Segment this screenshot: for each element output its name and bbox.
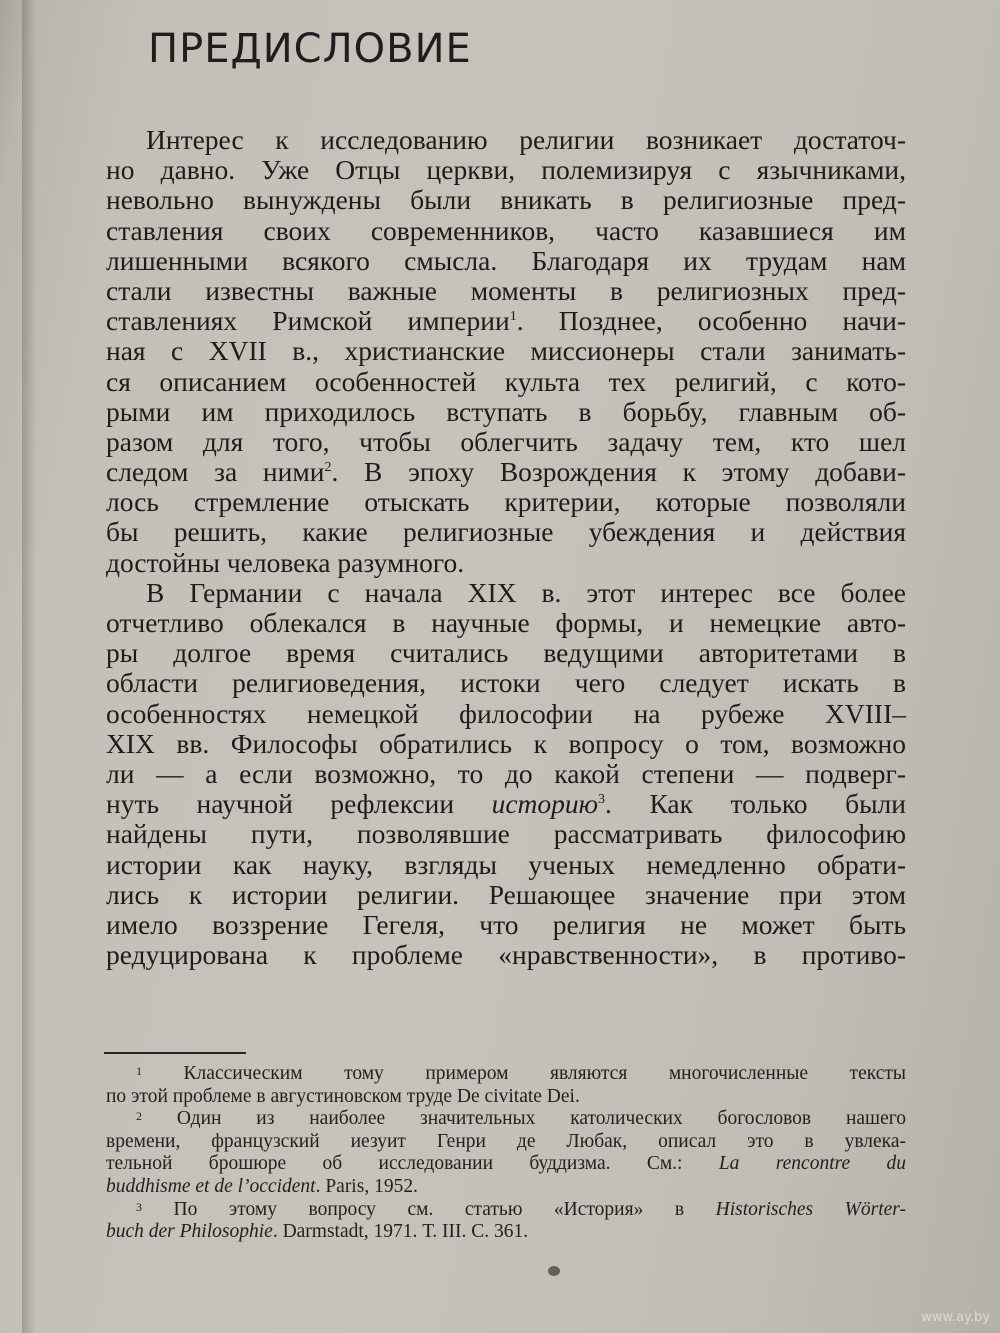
text-line: нуть научной рефлексии историю$^3$. Как только были — [106, 788, 906, 820]
text-line: но давно. Уже Отцы церкви, полемизируя с язычниками, — [106, 154, 906, 186]
watermark: www.ay.by — [921, 1310, 990, 1325]
footnote-line: $^2$ Один из наиболее значительных католических богословов нашего — [136, 1108, 906, 1130]
text-line: ры долгое время считались ведущими авторитетами в — [106, 637, 906, 669]
text-line: отчетливо облекался в научные формы, и немецкие авто- — [106, 607, 906, 638]
text-line: ставления своих современников, часто казавшиеся им — [106, 214, 906, 246]
text-line: редуцирована к проблеме «нравственности», в противо- — [106, 939, 906, 971]
footnote-line: $^1$ Классическим тому примером являются многочисленные тексты — [136, 1063, 907, 1084]
ink-smudge — [548, 1266, 560, 1276]
page-title: ПРЕДИСЛОВИЕ — [148, 26, 472, 72]
text-line: невольно вынуждены были вникать в религиозные пред- — [106, 184, 906, 216]
text-line: ся описанием особенностей культа тех религий, с кото- — [106, 365, 906, 397]
footnote-line: времени, французский иезуит Генри де Любак, описал это в увлека- — [106, 1130, 906, 1152]
text-line: ли — а если возможно, то до какой степени — подверг- — [106, 757, 906, 789]
text-line: лись к истории религии. Решающее значение при этом — [106, 878, 906, 910]
footnotes — [106, 1063, 906, 1244]
text-line: В Германии с начала XIX в. этот интерес все более — [146, 576, 906, 608]
text-line: XIX вв. Философы обратились к вопросу о том, возможно — [106, 727, 906, 759]
text-line: стали известны важные моменты в религиозных пред- — [106, 274, 906, 306]
page-crease-shadow — [22, 0, 36, 1333]
text-line: достойны человека разумного. — [106, 546, 465, 578]
footnote-line: $^3$ По этому вопросу см. статью «История» в Historisches Wörter- — [136, 1198, 906, 1220]
text-line: имело воззрение Гегеля, что религия не может быть — [106, 908, 906, 940]
text-line: истории как науку, взгляды ученых немедленно обрати- — [106, 848, 906, 880]
text-line: найдены пути, позволявшие рассматривать философию — [106, 818, 906, 850]
text-line: Интерес к исследованию религии возникает достаточ- — [146, 124, 906, 155]
text-line: бы решить, какие религиозные убеждения и действия — [106, 516, 906, 548]
text-line: разом для того, чтобы облегчить задачу тем, кто шел — [106, 425, 906, 457]
main-text — [106, 125, 906, 970]
text-line: области религиоведения, истоки чего следует искать в — [106, 667, 906, 699]
footnote-line: тельной брошюре об исследовании буддизма. См.: La rencontre du — [106, 1153, 906, 1175]
text-line: ная с XVII в., христианские миссионеры стали занимать- — [106, 335, 906, 367]
footnote-ref-3: 3 — [598, 791, 606, 807]
text-line: ставлениях Римской империи$^1$. Позднее, особенно начи- — [106, 305, 906, 337]
footnote-ref-2: 2 — [324, 459, 332, 475]
text-line: лось стремление отыскать критерии, которые позволяли — [106, 486, 906, 518]
footnote-line: buch der Philosophie. Darmstadt, 1971. Т. III. С. 361. — [106, 1221, 529, 1243]
footnote-line: по этой проблеме в августиновском труде De civitate Dei. — [106, 1085, 580, 1107]
footnote-line: buddhisme et de l’occident. Paris, 1952. — [106, 1175, 418, 1197]
text-line: особенностях немецкой философии на рубеже XVIII– — [106, 697, 906, 729]
text-line: рыми им приходилось вступать в борьбу, главным об- — [106, 395, 906, 427]
footnote-divider — [104, 1052, 246, 1054]
footnote-ref-1: 1 — [509, 308, 517, 324]
text-line: следом за ними$^2$. В эпоху Возрождения к этому добави- — [106, 456, 906, 488]
text-line: лишенными всякого смысла. Благодаря их трудам нам — [106, 244, 906, 276]
